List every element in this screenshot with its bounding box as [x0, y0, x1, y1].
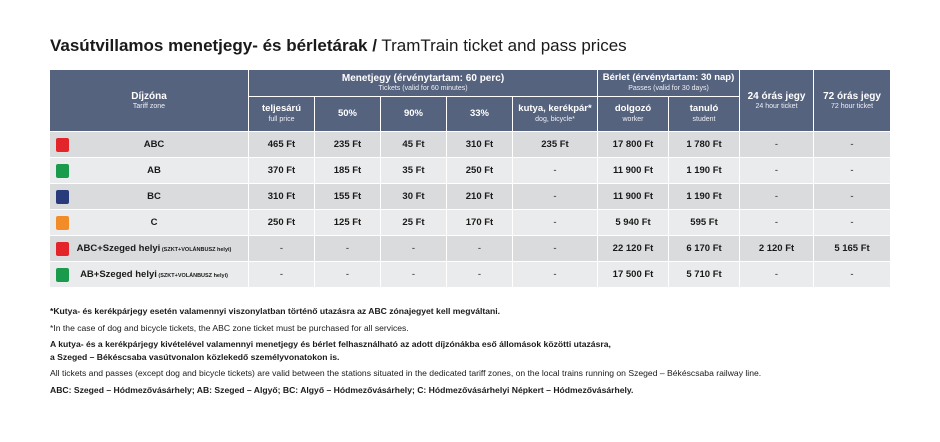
- price-cell: 170 Ft: [447, 210, 513, 236]
- price-cell: 210 Ft: [447, 184, 513, 210]
- price-cell: 5 940 Ft: [598, 210, 669, 236]
- table-row: [50, 132, 891, 158]
- table-row: [50, 210, 891, 236]
- footnote-line: ABC: Szeged – Hódmezővásárhely; AB: Szeged – Algyő; BC: Algyő – Hódmezővásárhely; C: Hódmezővásárhelyi Népkert – Hódmezővásárhely.: [50, 384, 634, 395]
- page-title: [50, 36, 627, 56]
- table-row: [50, 158, 891, 184]
- price-cell: -: [513, 210, 598, 236]
- price-cell: -: [249, 262, 315, 288]
- price-cell: 45 Ft: [381, 132, 447, 158]
- price-cell: 35 Ft: [381, 158, 447, 184]
- price-cell: -: [513, 262, 598, 288]
- table-body: [50, 132, 891, 288]
- footnote-line: a Szeged – Békéscsaba vasútvonalon közlekedő személyvonatokon is.: [50, 351, 340, 362]
- price-cell: -: [381, 262, 447, 288]
- price-cell: 6 170 Ft: [669, 236, 740, 262]
- price-cell: -: [740, 262, 814, 288]
- title-hungarian: Vasútvillamos menetjegy- és bérletárak /: [50, 36, 377, 55]
- header-33: 33%: [447, 97, 513, 132]
- zone-cell: [50, 262, 249, 288]
- header-72h: 72 órás jegy 72 hour ticket: [814, 70, 891, 132]
- price-cell: 310 Ft: [447, 132, 513, 158]
- price-cell: -: [315, 236, 381, 262]
- zone-label: ABC+Szeged helyi (SZKT+VOLÁNBUSZ helyi): [76, 243, 232, 254]
- header-zone: Díjzóna Tariff zone: [50, 70, 249, 132]
- price-cell: -: [740, 184, 814, 210]
- header-full-price: teljesárú full price: [249, 97, 315, 132]
- zone-cell: [50, 236, 249, 262]
- table-row: [50, 262, 891, 288]
- price-cell: 2 120 Ft: [740, 236, 814, 262]
- price-cell: -: [315, 262, 381, 288]
- zone-color-swatch: [56, 138, 69, 152]
- price-cell: 310 Ft: [249, 184, 315, 210]
- header-worker: dolgozó worker: [598, 97, 669, 132]
- footnotes: [50, 305, 900, 401]
- zone-label: AB+Szeged helyi (SZKT+VOLÁNBUSZ helyi): [80, 269, 228, 280]
- table-header: [50, 70, 891, 132]
- price-cell: 17 500 Ft: [598, 262, 669, 288]
- price-cell: 235 Ft: [315, 132, 381, 158]
- price-table: [49, 69, 891, 288]
- price-cell: 11 900 Ft: [598, 184, 669, 210]
- price-cell: -: [447, 236, 513, 262]
- header-50: 50%: [315, 97, 381, 132]
- price-cell: 125 Ft: [315, 210, 381, 236]
- price-cell: 595 Ft: [669, 210, 740, 236]
- price-cell: 25 Ft: [381, 210, 447, 236]
- price-cell: 5 710 Ft: [669, 262, 740, 288]
- price-cell: 5 165 Ft: [814, 236, 891, 262]
- header-student: tanuló student: [669, 97, 740, 132]
- price-cell: 155 Ft: [315, 184, 381, 210]
- header-ticket-group: Menetjegy (érvénytartam: 60 perc) Tickets (valid for 60 minutes): [249, 70, 598, 97]
- price-cell: 1 780 Ft: [669, 132, 740, 158]
- price-cell: 250 Ft: [447, 158, 513, 184]
- price-cell: -: [513, 184, 598, 210]
- zone-color-swatch: [56, 164, 69, 178]
- zone-label: BC: [147, 191, 161, 202]
- zone-color-swatch: [56, 242, 69, 256]
- zone-cell: [50, 132, 249, 158]
- header-pass-group: Bérlet (érvénytartam: 30 nap) Passes (valid for 30 days): [598, 70, 740, 97]
- price-cell: 1 190 Ft: [669, 158, 740, 184]
- zone-cell: [50, 158, 249, 184]
- header-dog-bicycle: kutya, kerékpár* dog, bicycle*: [513, 97, 598, 132]
- zone-color-swatch: [56, 190, 69, 204]
- table-row: [50, 236, 891, 262]
- price-cell: -: [814, 132, 891, 158]
- price-cell: 370 Ft: [249, 158, 315, 184]
- title-english: TramTrain ticket and pass prices: [376, 36, 627, 55]
- price-cell: -: [513, 236, 598, 262]
- zone-color-swatch: [56, 216, 69, 230]
- price-cell: -: [447, 262, 513, 288]
- price-cell: -: [740, 158, 814, 184]
- zone-cell: [50, 210, 249, 236]
- price-cell: -: [381, 236, 447, 262]
- footnote-line: All tickets and passes (except dog and bicycle tickets) are valid between the stations situated in the dedicated tariff zones, on the local trains running on Szeged – Békéscsaba railway line.: [50, 368, 762, 379]
- price-cell: -: [740, 210, 814, 236]
- footnote-line: *Kutya- és kerékpárjegy esetén valamennyi viszonylatban történő utazásra az ABC zónajegyet kell megváltani.: [50, 306, 501, 316]
- header-24h: 24 órás jegy 24 hour ticket: [740, 70, 814, 132]
- price-cell: -: [814, 210, 891, 236]
- price-cell: 185 Ft: [315, 158, 381, 184]
- footnote-line: *In the case of dog and bicycle tickets, the ABC zone ticket must be purchased for all services.: [50, 322, 409, 333]
- price-cell: -: [814, 158, 891, 184]
- zone-label: C: [150, 217, 158, 228]
- price-cell: -: [814, 184, 891, 210]
- price-cell: 250 Ft: [249, 210, 315, 236]
- price-cell: 465 Ft: [249, 132, 315, 158]
- price-cell: 22 120 Ft: [598, 236, 669, 262]
- zone-label: AB: [147, 165, 161, 176]
- price-cell: -: [740, 132, 814, 158]
- header-90: 90%: [381, 97, 447, 132]
- footnote-line: A kutya- és a kerékpárjegy kivételével valamennyi menetjegy és bérlet felhasználható az adott díjzónákba eső állomások közötti utazásra,: [50, 339, 611, 350]
- price-cell: 1 190 Ft: [669, 184, 740, 210]
- table-row: [50, 184, 891, 210]
- price-cell: -: [249, 236, 315, 262]
- price-cell: -: [814, 262, 891, 288]
- price-cell: 11 900 Ft: [598, 158, 669, 184]
- price-cell: 30 Ft: [381, 184, 447, 210]
- price-cell: 17 800 Ft: [598, 132, 669, 158]
- zone-color-swatch: [56, 268, 69, 282]
- zone-label: ABC: [143, 139, 165, 150]
- zone-cell: [50, 184, 249, 210]
- price-cell: 235 Ft: [513, 132, 598, 158]
- price-cell: -: [513, 158, 598, 184]
